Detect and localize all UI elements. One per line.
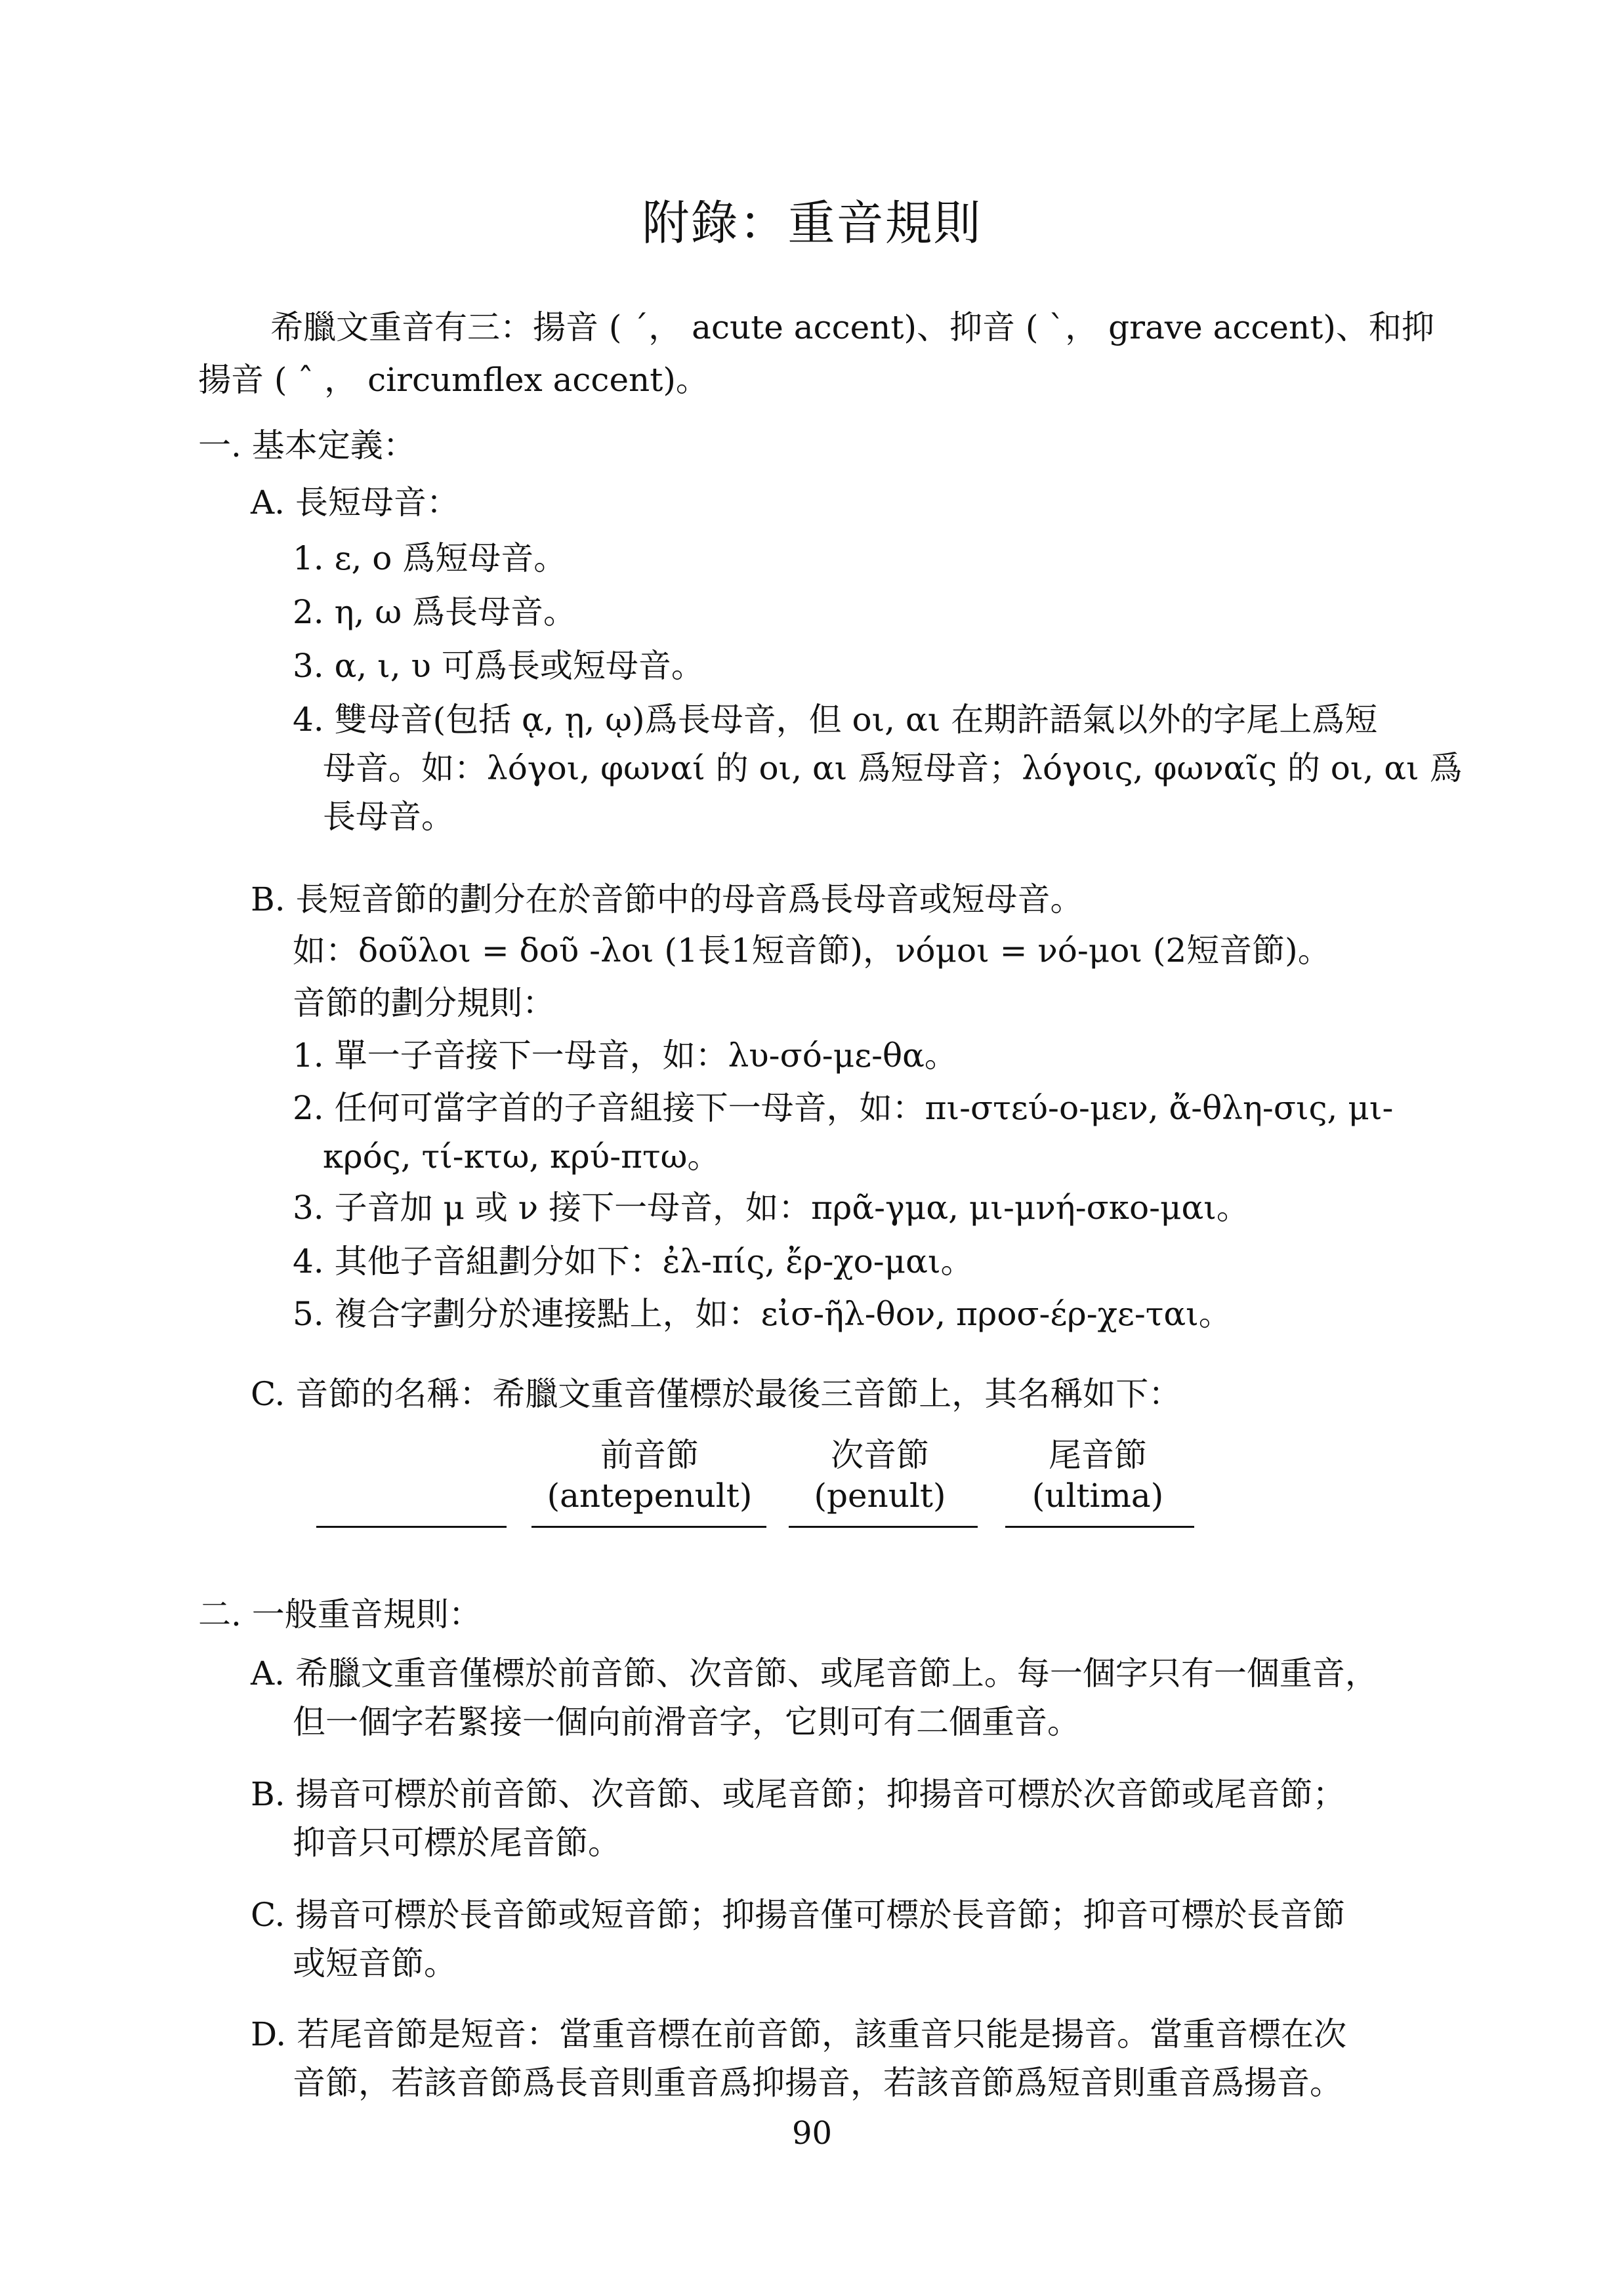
rule-b-line-2: 抑音只可標於尾音節。 xyxy=(293,1824,621,1862)
rule-a-line-1: A. 希臘文重音僅標於前音節、次音節、或尾音節上。每一個字只有一個重音， xyxy=(251,1654,1378,1692)
rule-d-line-1: D. 若尾音節是短音：當重音標在前音節，該重音只能是揚音。當重音標在次 xyxy=(251,2015,1347,2053)
vowel-item-4-line-2: 母音。如：λόγοι, φωναί 的 οι, αι 爲短母音；λόγοις, φωναῖς 的 οι, αι 爲 xyxy=(323,749,1463,787)
syllable-rule-3: 3. 子音加 μ 或 ν 接下一母音，如：πρᾶ-γμα, μι-μνή-σκο-μαι。 xyxy=(293,1189,1249,1227)
ultima-line xyxy=(1005,1526,1194,1528)
vowel-item-2: 2. η, ω 爲長母音。 xyxy=(293,593,577,631)
intro-line-2: 揚音 ( ˆ ， circumflex accent)。 xyxy=(198,361,709,399)
ultima-zh: 尾音節 xyxy=(1049,1436,1147,1474)
vowel-item-3: 3. α, ι, υ 可爲長或短母音。 xyxy=(293,647,704,685)
vowel-item-4-line-3: 長母音。 xyxy=(323,798,454,836)
section-1b-heading: B. 長短音節的劃分在於音節中的母音爲長母音或短母音。 xyxy=(251,880,1083,918)
section-1a-heading: A. 長短母音： xyxy=(251,483,459,522)
syllable-example: 如：δοῦλοι = δοῦ -λοι (1長1短音節)，νόμοι = νό-μοι (2短音節)。 xyxy=(293,932,1331,970)
antepenult-en: (antepenult) xyxy=(547,1477,753,1515)
syllable-rule-1: 1. 單一子音接下一母音，如：λυ-σό-με-θα。 xyxy=(293,1036,957,1075)
vowel-item-4-line-1: 4. 雙母音(包括 ᾳ, ῃ, ῳ)爲長母音，但 οι, αι 在期許語氣以外的字尾上爲短 xyxy=(293,701,1378,739)
penult-zh: 次音節 xyxy=(831,1436,929,1474)
rule-c-line-1: C. 揚音可標於長音節或短音節；抑揚音僅可標於長音節；抑音可標於長音節 xyxy=(251,1896,1346,1934)
syllable-rule-2-line-2: κρός, τί-κτω, κρύ-πτω。 xyxy=(323,1138,720,1176)
rule-a-line-2: 但一個字若緊接一個向前滑音字，它則可有二個重音。 xyxy=(293,1703,1080,1741)
rule-b-line-1: B. 揚音可標於前音節、次音節、或尾音節；抑揚音可標於次音節或尾音節； xyxy=(251,1775,1346,1813)
ultima-en: (ultima) xyxy=(1031,1477,1164,1515)
rule-c-line-2: 或短音節。 xyxy=(293,1944,457,1982)
vowel-item-1: 1. ε, ο 爲短母音。 xyxy=(293,539,567,577)
antepenult-line xyxy=(531,1526,766,1528)
antepenult-zh: 前音節 xyxy=(600,1436,699,1474)
syllable-rules-heading: 音節的劃分規則： xyxy=(293,984,555,1022)
intro-line-1: 希臘文重音有三：揚音 ( ΄， acute accent)、抑音 ( `， grave accent)、和抑 xyxy=(270,308,1434,346)
syllable-rule-2-line-1: 2. 任何可當字首的子音組接下一母音，如：πι-στεύ-ο-μεν, ἄ-θλη-σις, μι- xyxy=(293,1089,1394,1127)
page-number: 90 xyxy=(791,2115,833,2152)
section-2-heading: 二. 一般重音規則： xyxy=(198,1595,482,1633)
penult-line xyxy=(789,1526,978,1528)
syllable-rule-4: 4. 其他子音組劃分如下：ἐλ-πίς, ἔρ-χο-μαι。 xyxy=(293,1242,974,1281)
section-1-heading: 一. 基本定義： xyxy=(198,426,416,464)
section-1c-heading: C. 音節的名稱：希臘文重音僅標於最後三音節上，其名稱如下： xyxy=(251,1375,1182,1413)
syllable-rule-5: 5. 複合字劃分於連接點上，如：εἰσ-ῆλ-θον, προσ-έρ-χε-ται。 xyxy=(293,1295,1232,1333)
syllable-blank-line xyxy=(316,1526,507,1528)
page-title: 附錄：重音規則 xyxy=(642,195,982,251)
rule-d-line-2: 音節，若該音節爲長音則重音爲抑揚音，若該音節爲短音則重音爲揚音。 xyxy=(293,2064,1343,2102)
penult-en: (penult) xyxy=(814,1477,946,1515)
